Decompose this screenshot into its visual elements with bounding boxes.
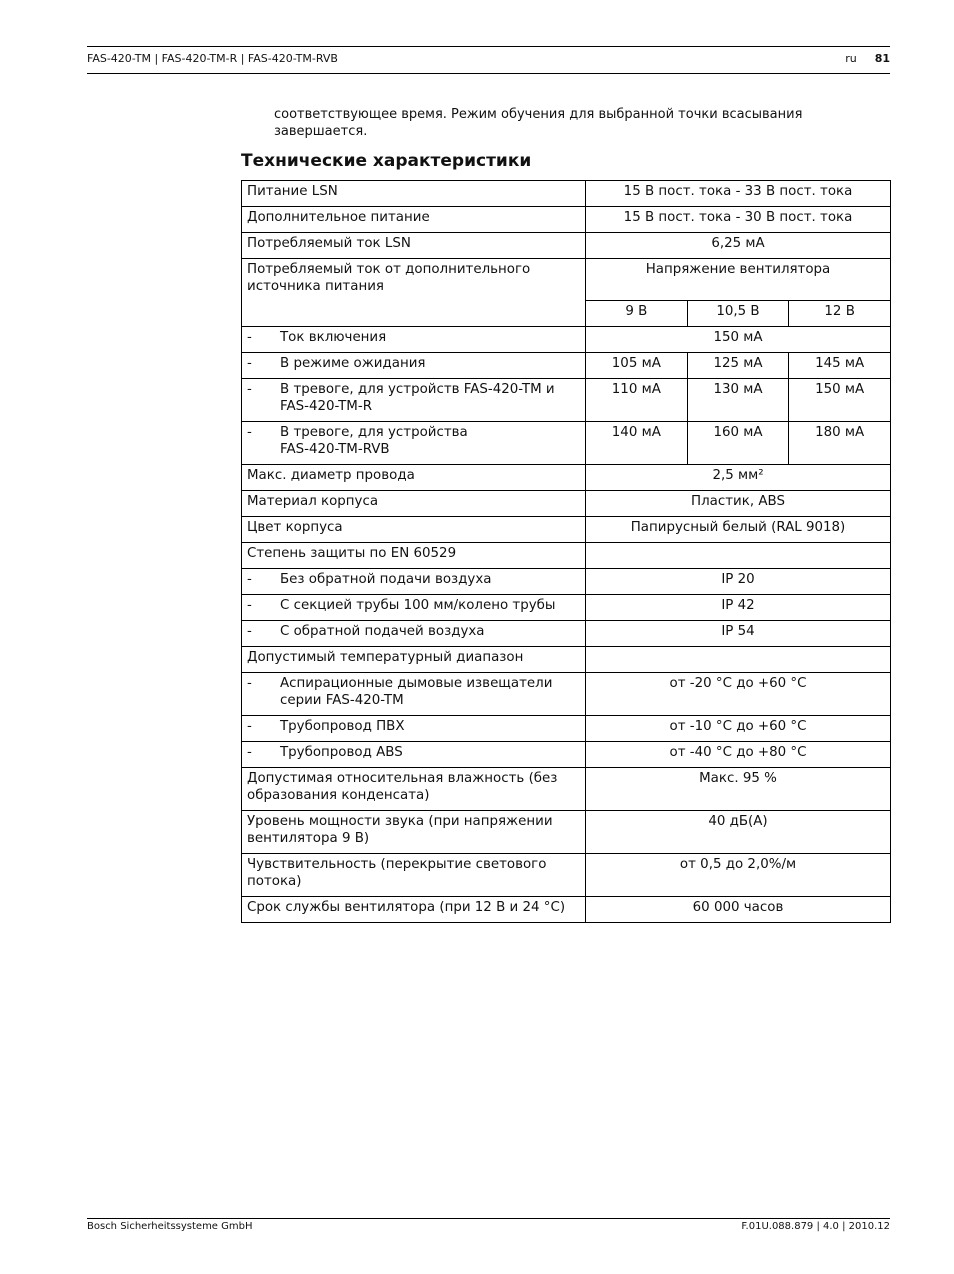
- row-value: от -40 °C до +80 °C: [586, 742, 891, 768]
- table-row: [242, 465, 891, 491]
- label-line: FAS-420-TM-R: [280, 399, 372, 414]
- row-value: IP 54: [586, 621, 891, 647]
- header-lang: ru: [845, 52, 857, 65]
- table-row: [242, 207, 891, 233]
- row-value: 160 мА: [687, 422, 789, 465]
- row-value: Папирусный белый (RAL 9018): [586, 517, 891, 543]
- row-label: [242, 768, 586, 811]
- label-line: Потребляемый ток от дополнительного: [247, 262, 531, 277]
- row-value: 125 мА: [687, 353, 789, 379]
- row-label: Потребляемый ток LSN: [242, 233, 586, 259]
- fan-voltage-header: Напряжение вентилятора: [586, 259, 891, 301]
- table-row: [242, 233, 891, 259]
- intro-line: завершается.: [274, 124, 368, 139]
- table-row: [242, 716, 891, 742]
- header-page-info: [845, 52, 890, 65]
- row-value: от -10 °C до +60 °C: [586, 716, 891, 742]
- bullet-dash: -: [247, 425, 252, 440]
- voltage-10-5v: 10,5 В: [687, 301, 789, 327]
- row-value: 15 В пост. тока - 30 В пост. тока: [586, 207, 891, 233]
- bullet-dash: -: [247, 356, 252, 371]
- footer-doc-info: F.01U.088.879 | 4.0 | 2010.12: [741, 1221, 890, 1232]
- row-value: Макс. 95 %: [586, 768, 891, 811]
- row-label: [242, 673, 586, 716]
- row-label: [242, 621, 586, 647]
- label-line: В тревоге, для устройства: [280, 425, 468, 440]
- row-value: IP 20: [586, 569, 891, 595]
- label-line: серии FAS-420-TM: [280, 693, 404, 708]
- intro-paragraph: [274, 106, 864, 140]
- row-label: [242, 327, 586, 353]
- bullet-dash: -: [247, 719, 252, 734]
- bullet-dash: -: [247, 598, 252, 613]
- row-label: Степень защиты по EN 60529: [242, 543, 586, 569]
- row-value: 15 В пост. тока - 33 В пост. тока: [586, 181, 891, 207]
- table-row: [242, 595, 891, 621]
- table-row: [242, 543, 891, 569]
- row-label: Допустимый температурный диапазон: [242, 647, 586, 673]
- row-value: 110 мА: [586, 379, 688, 422]
- bullet-dash: -: [247, 745, 252, 760]
- label-text: Трубопровод ABS: [280, 745, 403, 760]
- table-row: [242, 353, 891, 379]
- table-row: [242, 259, 891, 301]
- row-value: 145 мА: [789, 353, 891, 379]
- label-text: [280, 424, 468, 458]
- row-value: 6,25 мА: [586, 233, 891, 259]
- page-number: 81: [874, 52, 890, 65]
- table-row: [242, 517, 891, 543]
- row-label: Срок службы вентилятора (при 12 В и 24 °C): [242, 897, 586, 923]
- bullet-dash: -: [247, 624, 252, 639]
- row-label: [242, 854, 586, 897]
- label-text: Трубопровод ПВХ: [280, 719, 405, 734]
- row-label: Макс. диаметр провода: [242, 465, 586, 491]
- row-label: [242, 716, 586, 742]
- row-value: 150 мА: [789, 379, 891, 422]
- spec-table: [241, 180, 891, 923]
- row-label: [242, 742, 586, 768]
- table-row: [242, 422, 891, 465]
- table-row: [242, 897, 891, 923]
- bullet-dash: -: [247, 382, 252, 397]
- label-line: источника питания: [247, 279, 384, 294]
- row-value: Пластик, ABS: [586, 491, 891, 517]
- section-title: Технические характеристики: [241, 151, 532, 171]
- label-text: Без обратной подачи воздуха: [280, 572, 492, 587]
- label-line: Чувствительность (перекрытие светового: [247, 857, 547, 872]
- table-row: [242, 379, 891, 422]
- table-row: [242, 811, 891, 854]
- label-text: Ток включения: [280, 330, 387, 345]
- table-row: [242, 768, 891, 811]
- row-value: 60 000 часов: [586, 897, 891, 923]
- row-label: [242, 595, 586, 621]
- label-line: Уровень мощности звука (при напряжении: [247, 814, 553, 829]
- footer-rule: [87, 1218, 890, 1219]
- row-label: [242, 379, 586, 422]
- table-row: [242, 181, 891, 207]
- row-label: Материал корпуса: [242, 491, 586, 517]
- bullet-dash: -: [247, 330, 252, 345]
- header-title: FAS-420-TM | FAS-420-TM-R | FAS-420-TM-RVB: [87, 52, 338, 65]
- label-line: образования конденсата): [247, 788, 430, 803]
- voltage-12v: 12 В: [789, 301, 891, 327]
- header-top-rule: [87, 46, 890, 47]
- label-text: [280, 675, 552, 709]
- label-text: [280, 381, 555, 415]
- intro-line: соответствующее время. Режим обучения для выбранной точки всасывания: [274, 107, 803, 122]
- row-label: [242, 569, 586, 595]
- footer-company: Bosch Sicherheitssysteme GmbH: [87, 1221, 253, 1232]
- row-label: [242, 811, 586, 854]
- row-value-empty: [586, 647, 891, 673]
- label-text: С обратной подачей воздуха: [280, 624, 485, 639]
- table-row: [242, 854, 891, 897]
- label-text: С секцией трубы 100 мм/колено трубы: [280, 598, 556, 613]
- row-label: [242, 259, 586, 327]
- row-value: 2,5 мм²: [586, 465, 891, 491]
- table-row: [242, 647, 891, 673]
- row-value: от 0,5 до 2,0%/м: [586, 854, 891, 897]
- label-line: Допустимая относительная влажность (без: [247, 771, 558, 786]
- bullet-dash: -: [247, 572, 252, 587]
- row-value-empty: [586, 543, 891, 569]
- row-label: Цвет корпуса: [242, 517, 586, 543]
- row-label: Питание LSN: [242, 181, 586, 207]
- row-value: 150 мА: [586, 327, 891, 353]
- row-value: 130 мА: [687, 379, 789, 422]
- row-label: Дополнительное питание: [242, 207, 586, 233]
- voltage-9v: 9 В: [586, 301, 688, 327]
- table-row: [242, 569, 891, 595]
- row-value: 180 мА: [789, 422, 891, 465]
- label-line: Аспирационные дымовые извещатели: [280, 676, 553, 691]
- row-value: от -20 °C до +60 °C: [586, 673, 891, 716]
- row-value: 105 мА: [586, 353, 688, 379]
- row-label: [242, 353, 586, 379]
- label-line: потока): [247, 874, 302, 889]
- label-line: вентилятора 9 В): [247, 831, 370, 846]
- row-value: 40 дБ(A): [586, 811, 891, 854]
- label-text: В режиме ожидания: [280, 356, 426, 371]
- table-row: [242, 742, 891, 768]
- row-value: IP 42: [586, 595, 891, 621]
- label-line: В тревоге, для устройств FAS-420-TM и: [280, 382, 555, 397]
- label-line: FAS-420-TM-RVB: [280, 442, 390, 457]
- table-row: [242, 673, 891, 716]
- bullet-dash: -: [247, 676, 252, 691]
- table-row: [242, 327, 891, 353]
- table-row: [242, 491, 891, 517]
- row-value: 140 мА: [586, 422, 688, 465]
- header-bottom-rule: [87, 73, 890, 74]
- row-label: [242, 422, 586, 465]
- table-row: [242, 621, 891, 647]
